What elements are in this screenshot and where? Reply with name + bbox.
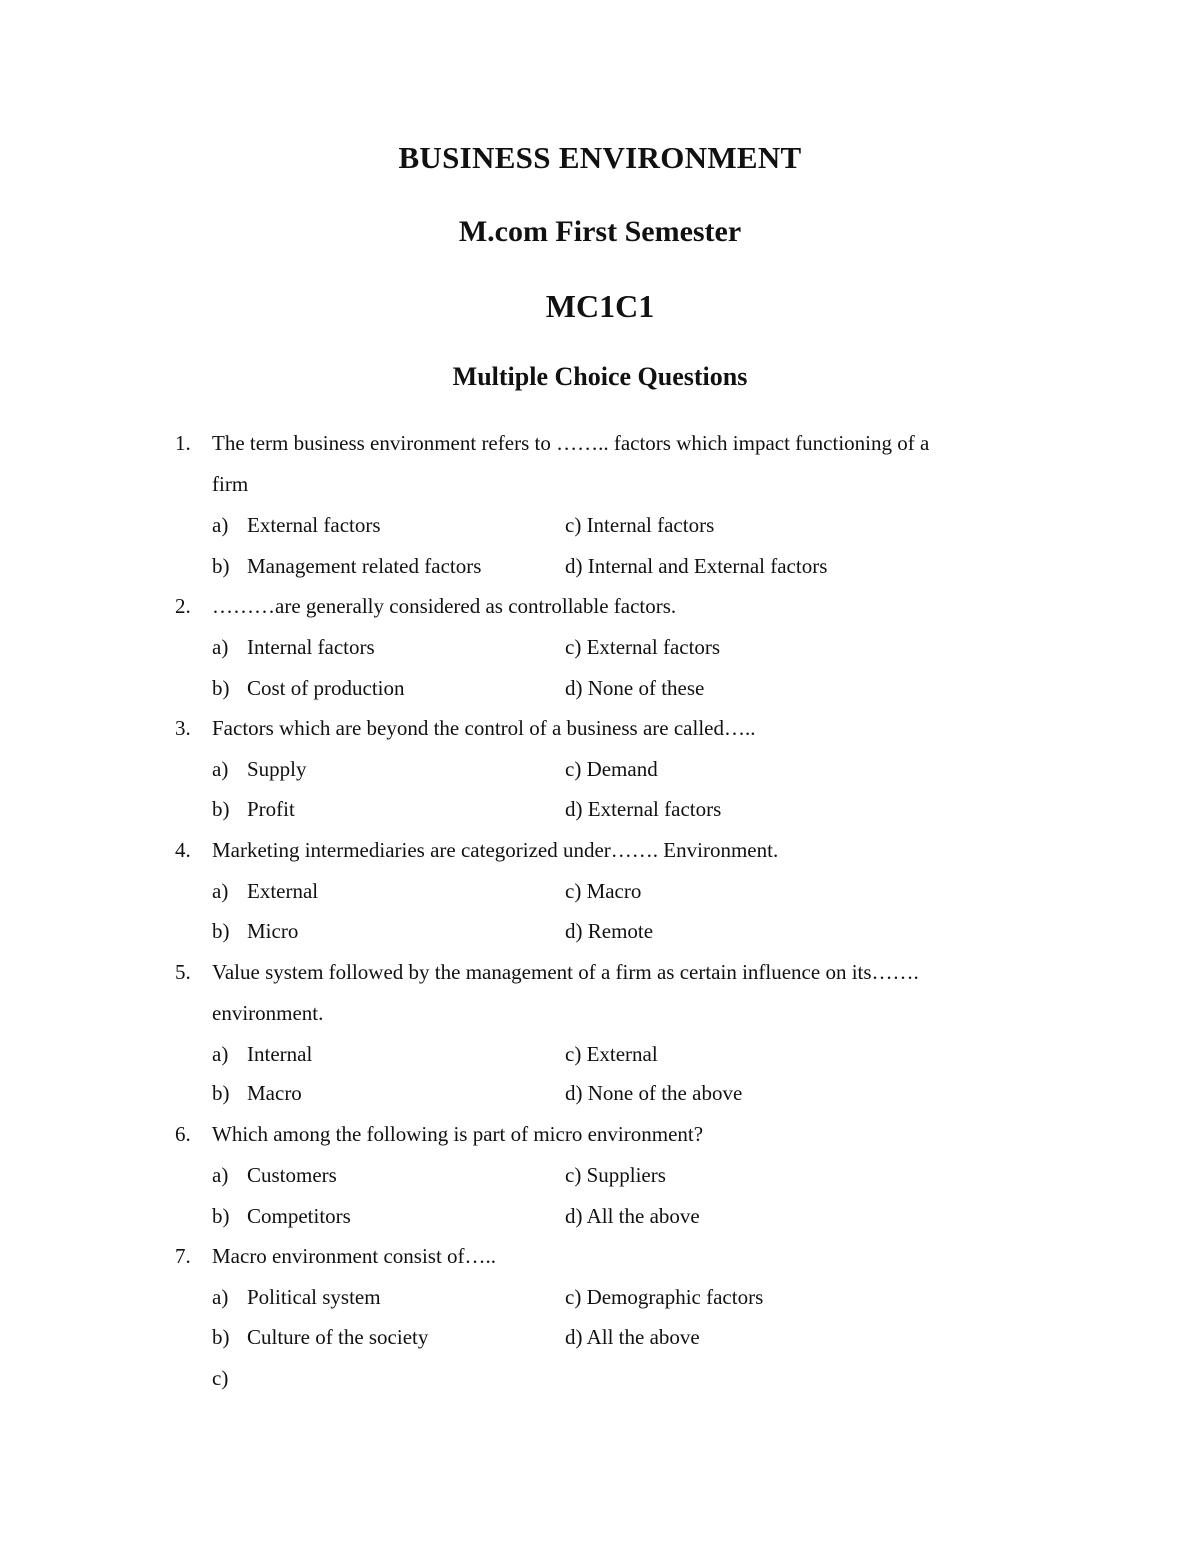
question-text: Marketing intermediaries are categorized under……. Environment. bbox=[212, 838, 779, 862]
option-label: a) bbox=[212, 757, 229, 781]
question-text: ………are generally considered as controllable factors. bbox=[212, 594, 677, 618]
option-text: c) Internal factors bbox=[565, 513, 715, 537]
option-label: b) bbox=[212, 1325, 230, 1349]
option-label: b) bbox=[212, 1204, 230, 1228]
option-text: d) External factors bbox=[565, 797, 722, 821]
option-text: Competitors bbox=[247, 1204, 351, 1228]
option-text: c) Suppliers bbox=[565, 1163, 666, 1187]
question-text: The term business environment refers to …….. factors which impact functioning of a bbox=[212, 431, 930, 455]
question-text: Factors which are beyond the control of a business are called….. bbox=[212, 716, 756, 740]
question-text: Macro environment consist of….. bbox=[212, 1244, 497, 1268]
question-text: Which among the following is part of micro environment? bbox=[212, 1122, 704, 1146]
option-text: d) Remote bbox=[565, 919, 654, 943]
question-text: environment. bbox=[212, 1001, 324, 1025]
option-text: Culture of the society bbox=[247, 1325, 429, 1349]
option-text: Internal bbox=[247, 1042, 313, 1066]
question-number: 1. bbox=[175, 431, 191, 455]
option-text: External factors bbox=[247, 513, 381, 537]
option-text: Micro bbox=[247, 919, 299, 943]
option-label: b) bbox=[212, 676, 230, 700]
question-number: 2. bbox=[175, 594, 191, 618]
section-title: Multiple Choice Questions bbox=[452, 362, 748, 391]
option-text: d) None of these bbox=[565, 676, 705, 700]
question-number: 7. bbox=[175, 1244, 191, 1268]
option-text: c) External bbox=[565, 1042, 658, 1066]
option-text: Internal factors bbox=[247, 635, 375, 659]
option-text: Supply bbox=[247, 757, 307, 781]
option-text: Management related factors bbox=[247, 554, 482, 578]
question-number: 3. bbox=[175, 716, 191, 740]
option-label: a) bbox=[212, 513, 229, 537]
option-text: External bbox=[247, 879, 319, 903]
option-text: Cost of production bbox=[247, 676, 405, 700]
option-label: b) bbox=[212, 797, 230, 821]
option-text: c) Demand bbox=[565, 757, 658, 781]
option-label: c) bbox=[212, 1366, 229, 1390]
option-label: a) bbox=[212, 879, 229, 903]
option-text: c) Macro bbox=[565, 879, 642, 903]
course-code: MC1C1 bbox=[545, 288, 655, 324]
option-label: a) bbox=[212, 1163, 229, 1187]
option-label: a) bbox=[212, 1042, 229, 1066]
option-label: b) bbox=[212, 554, 230, 578]
option-text: d) All the above bbox=[565, 1204, 700, 1228]
question-number: 6. bbox=[175, 1122, 191, 1146]
option-text: d) All the above bbox=[565, 1325, 700, 1349]
question-number: 4. bbox=[175, 838, 191, 862]
option-label: b) bbox=[212, 1081, 230, 1105]
option-text: Profit bbox=[247, 797, 295, 821]
option-label: b) bbox=[212, 919, 230, 943]
document-title: BUSINESS ENVIRONMENT bbox=[398, 140, 802, 175]
option-text: d) Internal and External factors bbox=[565, 554, 828, 578]
document-subtitle: M.com First Semester bbox=[458, 215, 742, 248]
option-text: Political system bbox=[247, 1285, 381, 1309]
option-text: d) None of the above bbox=[565, 1081, 743, 1105]
option-text: c) External factors bbox=[565, 635, 721, 659]
option-label: a) bbox=[212, 1285, 229, 1309]
question-text: Value system followed by the management of a firm as certain influence on its……. bbox=[212, 960, 919, 984]
option-text: c) Demographic factors bbox=[565, 1285, 764, 1309]
option-text: Macro bbox=[247, 1081, 302, 1105]
option-text: Customers bbox=[247, 1163, 337, 1187]
question-text: firm bbox=[212, 472, 249, 496]
option-label: a) bbox=[212, 635, 229, 659]
question-number: 5. bbox=[175, 960, 191, 984]
